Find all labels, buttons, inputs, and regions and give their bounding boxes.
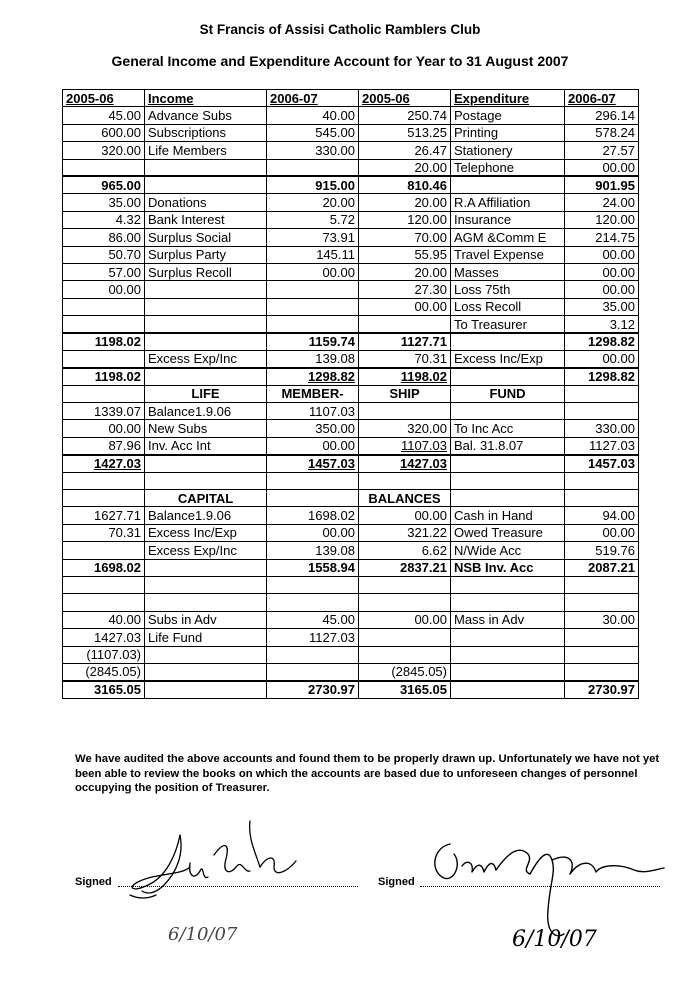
table-cell: 1698.02 xyxy=(267,507,359,524)
table-cell: 26.47 xyxy=(359,142,451,159)
table-cell xyxy=(565,472,639,489)
table-cell xyxy=(451,594,565,611)
table-cell: 1127.03 xyxy=(565,437,639,454)
table-row xyxy=(63,420,639,437)
table-cell xyxy=(63,594,145,611)
table-cell: R.A Affiliation xyxy=(451,194,565,211)
table-cell: 40.00 xyxy=(267,107,359,124)
table-cell: 1627.71 xyxy=(63,507,145,524)
account-title: General Income and Expenditure Account for Year to 31 August 2007 xyxy=(111,53,569,69)
table-cell xyxy=(267,646,359,663)
table-cell: 73.91 xyxy=(267,229,359,246)
table-cell xyxy=(145,316,267,333)
table-cell: 00.00 xyxy=(565,281,639,298)
table-cell xyxy=(451,489,565,506)
table-cell xyxy=(359,594,451,611)
table-cell xyxy=(63,542,145,559)
table-cell: BALANCES xyxy=(359,489,451,506)
table-cell xyxy=(63,385,145,402)
table-row xyxy=(63,263,639,280)
table-cell: 901.95 xyxy=(565,176,639,193)
table-cell: Travel Expense xyxy=(451,246,565,263)
table-cell xyxy=(565,576,639,593)
table-cell: (2845.05) xyxy=(359,663,451,680)
club-name: St Francis of Assisi Catholic Ramblers Club xyxy=(199,22,481,37)
table-cell: 2005-06 xyxy=(359,90,451,107)
table-row xyxy=(63,333,639,350)
table-cell: (2845.05) xyxy=(63,663,145,680)
table-cell: 321.22 xyxy=(359,524,451,541)
table-cell: 120.00 xyxy=(359,211,451,228)
table-row xyxy=(63,524,639,541)
table-cell: 24.00 xyxy=(565,194,639,211)
table-cell: 3165.05 xyxy=(63,681,145,698)
table-row xyxy=(63,403,639,420)
signature-date-left: 6/10/07 xyxy=(168,924,238,945)
table-row xyxy=(63,107,639,124)
table-cell: (1107.03) xyxy=(63,646,145,663)
table-cell: 45.00 xyxy=(63,107,145,124)
table-row xyxy=(63,368,639,385)
table-cell: 00.00 xyxy=(565,159,639,176)
table-row xyxy=(63,472,639,489)
table-cell: Masses xyxy=(451,263,565,280)
table-cell xyxy=(451,368,565,385)
table-cell: Subs in Adv xyxy=(145,611,267,628)
table-cell xyxy=(359,472,451,489)
table-cell xyxy=(565,403,639,420)
table-cell: Excess Inc/Exp xyxy=(145,524,267,541)
table-cell: 1698.02 xyxy=(63,559,145,576)
table-cell xyxy=(451,681,565,698)
table-row xyxy=(63,281,639,298)
table-cell xyxy=(267,576,359,593)
table-cell xyxy=(145,333,267,350)
table-cell: 1127.71 xyxy=(359,333,451,350)
table-cell: 1558.94 xyxy=(267,559,359,576)
table-cell xyxy=(451,629,565,646)
table-cell: 50.70 xyxy=(63,246,145,263)
table-cell: 1198.02 xyxy=(63,368,145,385)
table-row xyxy=(63,350,639,367)
table-cell xyxy=(359,403,451,420)
table-row xyxy=(63,663,639,680)
table-cell: 2005-06 xyxy=(63,90,145,107)
table-row xyxy=(63,176,639,193)
table-row xyxy=(63,629,639,646)
table-cell: 35.00 xyxy=(63,194,145,211)
table-cell: Insurance xyxy=(451,211,565,228)
table-cell: 915.00 xyxy=(267,176,359,193)
signed-label-left: Signed xyxy=(75,876,112,888)
signed-label-right: Signed xyxy=(378,876,415,888)
table-cell: Income xyxy=(145,90,267,107)
table-cell: 55.95 xyxy=(359,246,451,263)
table-cell xyxy=(451,455,565,472)
table-cell: Loss 75th xyxy=(451,281,565,298)
table-cell: Stationery xyxy=(451,142,565,159)
table-cell: LIFE xyxy=(145,385,267,402)
table-cell: 330.00 xyxy=(267,142,359,159)
table-cell: Loss Recoll xyxy=(451,298,565,315)
table-cell: Life Fund xyxy=(145,629,267,646)
table-cell xyxy=(145,576,267,593)
table-cell: 45.00 xyxy=(267,611,359,628)
table-cell xyxy=(145,472,267,489)
table-cell: 1127.03 xyxy=(267,629,359,646)
table-cell: 600.00 xyxy=(63,124,145,141)
table-cell xyxy=(63,576,145,593)
table-cell xyxy=(451,646,565,663)
accounts-table xyxy=(62,89,639,699)
table-cell xyxy=(145,159,267,176)
table-cell: 94.00 xyxy=(565,507,639,524)
table-cell: 1427.03 xyxy=(359,455,451,472)
table-cell: 1457.03 xyxy=(267,455,359,472)
table-cell: 1107.03 xyxy=(359,437,451,454)
table-row xyxy=(63,385,639,402)
table-row xyxy=(63,124,639,141)
table-cell: 145.11 xyxy=(267,246,359,263)
table-cell: Surplus Social xyxy=(145,229,267,246)
table-cell xyxy=(267,489,359,506)
table-cell xyxy=(359,576,451,593)
table-cell: Telephone xyxy=(451,159,565,176)
table-cell: 1298.82 xyxy=(565,368,639,385)
table-cell xyxy=(267,594,359,611)
table-cell: 2730.97 xyxy=(565,681,639,698)
table-row xyxy=(63,489,639,506)
table-cell: 4.32 xyxy=(63,211,145,228)
table-cell: New Subs xyxy=(145,420,267,437)
table-cell: 70.00 xyxy=(359,229,451,246)
table-cell: 965.00 xyxy=(63,176,145,193)
signature-right xyxy=(420,830,670,970)
table-cell: 214.75 xyxy=(565,229,639,246)
table-cell xyxy=(565,629,639,646)
table-cell: Excess Exp/Inc xyxy=(145,350,267,367)
table-cell xyxy=(267,472,359,489)
table-cell: 1107.03 xyxy=(267,403,359,420)
table-cell: 5.72 xyxy=(267,211,359,228)
table-cell xyxy=(451,333,565,350)
table-cell xyxy=(565,646,639,663)
table-cell: Cash in Hand xyxy=(451,507,565,524)
table-cell: 1457.03 xyxy=(565,455,639,472)
table-cell: 2837.21 xyxy=(359,559,451,576)
table-cell: Surplus Recoll xyxy=(145,263,267,280)
table-cell: 1427.03 xyxy=(63,455,145,472)
table-cell xyxy=(451,663,565,680)
table-cell: 1198.02 xyxy=(63,333,145,350)
table-cell: 20.00 xyxy=(359,159,451,176)
table-cell: 1298.82 xyxy=(565,333,639,350)
table-cell: 00.00 xyxy=(267,524,359,541)
table-row xyxy=(63,316,639,333)
table-cell: 578.24 xyxy=(565,124,639,141)
table-cell: 00.00 xyxy=(359,507,451,524)
table-cell: 86.00 xyxy=(63,229,145,246)
table-cell xyxy=(63,159,145,176)
table-row xyxy=(63,542,639,559)
table-cell: 00.00 xyxy=(359,298,451,315)
table-row xyxy=(63,211,639,228)
table-cell xyxy=(267,298,359,315)
table-cell xyxy=(451,403,565,420)
table-cell: Life Members xyxy=(145,142,267,159)
table-row xyxy=(63,298,639,315)
table-cell: CAPITAL xyxy=(145,489,267,506)
table-cell: Subscriptions xyxy=(145,124,267,141)
audit-note: We have audited the above accounts and found them to be properly drawn up. Unfortunately we have not yet been able to review the books on which the accounts are based due to unforeseen changes of personnel occupying the position of Treasurer. xyxy=(75,753,660,794)
table-cell: 70.31 xyxy=(359,350,451,367)
table-cell: 57.00 xyxy=(63,263,145,280)
signature-date-right: 6/10/07 xyxy=(512,927,597,952)
table-cell: 00.00 xyxy=(267,263,359,280)
table-cell: Balance1.9.06 xyxy=(145,507,267,524)
table-cell: Bal. 31.8.07 xyxy=(451,437,565,454)
table-cell: Expenditure xyxy=(451,90,565,107)
signature-left xyxy=(118,815,358,965)
table-cell: Bank Interest xyxy=(145,211,267,228)
table-row xyxy=(63,559,639,576)
table-cell: 87.96 xyxy=(63,437,145,454)
table-cell: 3165.05 xyxy=(359,681,451,698)
table-row xyxy=(63,246,639,263)
table-cell xyxy=(359,629,451,646)
table-row xyxy=(63,576,639,593)
table-cell: 27.57 xyxy=(565,142,639,159)
table-cell xyxy=(63,489,145,506)
table-row xyxy=(63,229,639,246)
table-cell xyxy=(145,281,267,298)
table-cell xyxy=(63,298,145,315)
table-cell: 40.00 xyxy=(63,611,145,628)
table-cell: Donations xyxy=(145,194,267,211)
table-row xyxy=(63,437,639,454)
table-cell: Mass in Adv xyxy=(451,611,565,628)
table-cell: 20.00 xyxy=(359,194,451,211)
table-cell: 1198.02 xyxy=(359,368,451,385)
table-cell: 00.00 xyxy=(63,281,145,298)
table-cell: Excess Inc/Exp xyxy=(451,350,565,367)
table-cell: 00.00 xyxy=(359,611,451,628)
table-cell: 350.00 xyxy=(267,420,359,437)
table-cell xyxy=(145,455,267,472)
table-cell xyxy=(565,663,639,680)
table-cell: 545.00 xyxy=(267,124,359,141)
table-cell: 2006-07 xyxy=(565,90,639,107)
table-cell: 250.74 xyxy=(359,107,451,124)
table-cell: 2730.97 xyxy=(267,681,359,698)
table-cell: 120.00 xyxy=(565,211,639,228)
table-cell xyxy=(565,489,639,506)
table-cell: 1427.03 xyxy=(63,629,145,646)
table-row xyxy=(63,142,639,159)
table-cell xyxy=(145,663,267,680)
table-cell: 139.08 xyxy=(267,542,359,559)
table-cell: 30.00 xyxy=(565,611,639,628)
table-cell: 320.00 xyxy=(63,142,145,159)
table-cell: 2087.21 xyxy=(565,559,639,576)
table-cell: Advance Subs xyxy=(145,107,267,124)
table-cell xyxy=(565,594,639,611)
table-cell xyxy=(145,176,267,193)
table-row xyxy=(63,507,639,524)
table-cell: 35.00 xyxy=(565,298,639,315)
table-cell: 00.00 xyxy=(565,524,639,541)
table-cell xyxy=(451,176,565,193)
table-cell: 519.76 xyxy=(565,542,639,559)
table-cell: To Inc Acc xyxy=(451,420,565,437)
table-cell xyxy=(145,298,267,315)
table-cell xyxy=(267,281,359,298)
table-cell xyxy=(145,368,267,385)
table-cell: N/Wide Acc xyxy=(451,542,565,559)
table-row xyxy=(63,90,639,107)
table-cell: 320.00 xyxy=(359,420,451,437)
table-row xyxy=(63,194,639,211)
table-cell: 1339.07 xyxy=(63,403,145,420)
table-row xyxy=(63,594,639,611)
table-cell: 20.00 xyxy=(267,194,359,211)
table-cell xyxy=(359,316,451,333)
table-cell: Owed Treasure xyxy=(451,524,565,541)
table-cell xyxy=(451,472,565,489)
table-cell: To Treasurer xyxy=(451,316,565,333)
table-cell: MEMBER- xyxy=(267,385,359,402)
table-cell: 296.14 xyxy=(565,107,639,124)
table-cell: 139.08 xyxy=(267,350,359,367)
table-cell: 6.62 xyxy=(359,542,451,559)
table-cell xyxy=(63,472,145,489)
table-cell xyxy=(565,385,639,402)
table-cell xyxy=(145,559,267,576)
table-cell: 00.00 xyxy=(267,437,359,454)
table-cell: Inv. Acc Int xyxy=(145,437,267,454)
table-cell xyxy=(359,646,451,663)
table-cell: Printing xyxy=(451,124,565,141)
table-cell: 00.00 xyxy=(565,246,639,263)
table-cell: NSB Inv. Acc xyxy=(451,559,565,576)
table-cell: AGM &Comm E xyxy=(451,229,565,246)
table-cell: 70.31 xyxy=(63,524,145,541)
table-cell: 27.30 xyxy=(359,281,451,298)
table-row xyxy=(63,159,639,176)
table-cell: Postage xyxy=(451,107,565,124)
table-cell: 3.12 xyxy=(565,316,639,333)
table-cell: 810.46 xyxy=(359,176,451,193)
table-cell xyxy=(267,159,359,176)
table-row xyxy=(63,681,639,698)
table-cell: Excess Exp/Inc xyxy=(145,542,267,559)
table-cell: Surplus Party xyxy=(145,246,267,263)
table-cell: 330.00 xyxy=(565,420,639,437)
table-cell: 20.00 xyxy=(359,263,451,280)
table-cell xyxy=(145,681,267,698)
table-cell: FUND xyxy=(451,385,565,402)
table-row xyxy=(63,455,639,472)
table-cell: 513.25 xyxy=(359,124,451,141)
table-cell: Balance1.9.06 xyxy=(145,403,267,420)
table-cell xyxy=(451,576,565,593)
table-cell xyxy=(145,594,267,611)
table-cell xyxy=(145,646,267,663)
table-cell xyxy=(63,350,145,367)
table-cell xyxy=(267,663,359,680)
table-cell: SHIP xyxy=(359,385,451,402)
table-cell: 00.00 xyxy=(565,350,639,367)
table-cell: 00.00 xyxy=(565,263,639,280)
table-cell xyxy=(267,316,359,333)
table-cell: 1298.82 xyxy=(267,368,359,385)
table-row xyxy=(63,646,639,663)
table-cell: 1159.74 xyxy=(267,333,359,350)
table-cell: 2006-07 xyxy=(267,90,359,107)
table-row xyxy=(63,611,639,628)
table-cell: 00.00 xyxy=(63,420,145,437)
table-cell xyxy=(63,316,145,333)
